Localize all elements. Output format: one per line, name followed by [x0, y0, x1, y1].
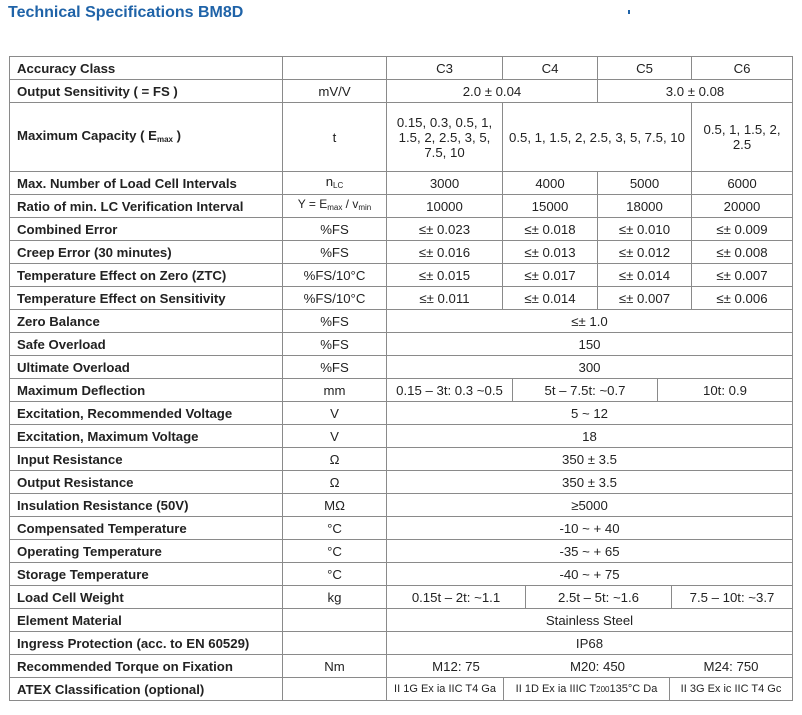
split-value-cell — [387, 586, 793, 609]
unit-cell: MΩ — [283, 494, 387, 517]
row-label: Input Resistance — [10, 448, 283, 471]
row-label: Temperature Effect on Sensitivity — [10, 287, 283, 310]
value-cell: Stainless Steel — [387, 609, 793, 632]
value-cell: ≤± 0.010 — [598, 218, 692, 241]
unit-cell: %FS/10°C — [283, 287, 387, 310]
value-cell: 6000 — [692, 172, 793, 195]
unit-cell: V — [283, 402, 387, 425]
unit-cell: mV/V — [283, 80, 387, 103]
table-row — [10, 563, 793, 586]
unit-cell: °C — [283, 517, 387, 540]
unit-cell: %FS — [283, 333, 387, 356]
value-cell: C3 — [387, 57, 503, 80]
value-cell: 5t – 7.5t: ~0.7 — [513, 379, 658, 401]
value-cell: 18000 — [598, 195, 692, 218]
value-cell: 0.15 – 3t: 0.3 ~0.5 — [387, 379, 513, 401]
value-cell: II 3G Ex ic IIC T4 Gc — [680, 682, 782, 695]
value-cell: C6 — [692, 57, 793, 80]
value-cell: 0.5, 1, 1.5, 2, 2.5, 3, 5, 7.5, 10 — [503, 103, 692, 172]
unit-cell: Nm — [283, 655, 387, 678]
value-cell: 3.0 ± 0.08 — [598, 80, 793, 103]
value-cell: ≤± 0.008 — [692, 241, 793, 264]
table-row — [10, 540, 793, 563]
table-row — [10, 57, 793, 80]
value-cell: 10000 — [387, 195, 503, 218]
unit-cell: mm — [283, 379, 387, 402]
table-row — [10, 402, 793, 425]
row-label: Compensated Temperature — [10, 517, 283, 540]
value-cell: ≤± 0.023 — [387, 218, 503, 241]
row-label: Ratio of min. LC Verification Interval — [10, 195, 283, 218]
row-label: Excitation, Maximum Voltage — [10, 425, 283, 448]
table-row — [10, 609, 793, 632]
value-cell: 3000 — [387, 172, 503, 195]
value-cell: ≤± 0.006 — [692, 287, 793, 310]
unit-cell: °C — [283, 563, 387, 586]
row-label: Insulation Resistance (50V) — [10, 494, 283, 517]
row-label: Accuracy Class — [10, 57, 283, 80]
value-cell: ≤± 0.012 — [598, 241, 692, 264]
unit-cell: Ω — [283, 448, 387, 471]
unit-cell — [283, 678, 387, 701]
split-value-cell — [387, 678, 793, 701]
row-label: Output Sensitivity ( = FS ) — [10, 80, 283, 103]
row-label: Temperature Effect on Zero (ZTC) — [10, 264, 283, 287]
value-cell: ≤± 0.011 — [387, 287, 503, 310]
unit-cell — [283, 632, 387, 655]
value-cell: 2.0 ± 0.04 — [387, 80, 598, 103]
value-cell: 0.15t – 2t: ~1.1 — [387, 586, 526, 608]
table-row — [10, 425, 793, 448]
table-row — [10, 494, 793, 517]
row-label: Ingress Protection (acc. to EN 60529) — [10, 632, 283, 655]
unit-cell: %FS/10°C — [283, 264, 387, 287]
table-row — [10, 632, 793, 655]
value-cell: ≤± 0.016 — [387, 241, 503, 264]
table-row — [10, 218, 793, 241]
value-cell: 4000 — [503, 172, 598, 195]
unit-cell: %FS — [283, 356, 387, 379]
title-artifact-mark — [628, 10, 630, 14]
table-row — [10, 287, 793, 310]
table-row — [10, 103, 793, 172]
row-label: Maximum Deflection — [10, 379, 283, 402]
row-label: Storage Temperature — [10, 563, 283, 586]
value-cell: ≤± 0.007 — [692, 264, 793, 287]
row-label: Zero Balance — [10, 310, 283, 333]
value-cell: IP68 — [387, 632, 793, 655]
row-label: Element Material — [10, 609, 283, 632]
value-cell: M20: 450 — [570, 658, 625, 674]
table-row — [10, 471, 793, 494]
table-row — [10, 80, 793, 103]
split-value-cell — [387, 379, 793, 402]
value-cell: -35 ~ + 65 — [387, 540, 793, 563]
value-cell: M12: 75 — [432, 658, 480, 674]
unit-cell: Ω — [283, 471, 387, 494]
value-cell: ≤± 0.015 — [387, 264, 503, 287]
unit-cell — [283, 609, 387, 632]
value-cell: ≤± 0.017 — [503, 264, 598, 287]
row-label: Load Cell Weight — [10, 586, 283, 609]
value-cell: ≤± 0.018 — [503, 218, 598, 241]
row-label: Maximum Capacity ( $E_{max}$ ) — [10, 103, 283, 172]
value-cell: 2.5t – 5t: ~1.6 — [526, 586, 672, 608]
table-row — [10, 264, 793, 287]
unit-cell: °C — [283, 540, 387, 563]
row-label: Creep Error (30 minutes) — [10, 241, 283, 264]
page-title: Technical Specifications BM8D — [8, 4, 244, 21]
value-cell: ≤± 0.014 — [503, 287, 598, 310]
row-label: Output Resistance — [10, 471, 283, 494]
value-cell: 350 ± 3.5 — [387, 471, 793, 494]
unit-cell: t — [283, 103, 387, 172]
value-cell: 350 ± 3.5 — [387, 448, 793, 471]
value-cell: ≤± 0.014 — [598, 264, 692, 287]
value-cell: 5000 — [598, 172, 692, 195]
value-cell: ≤± 0.013 — [503, 241, 598, 264]
value-cell: ≤± 0.009 — [692, 218, 793, 241]
table-row — [10, 333, 793, 356]
unit-cell: %FS — [283, 241, 387, 264]
row-label: Recommended Torque on Fixation — [10, 655, 283, 678]
value-cell: 300 — [387, 356, 793, 379]
row-label: Excitation, Recommended Voltage — [10, 402, 283, 425]
value-cell: ≤± 1.0 — [387, 310, 793, 333]
row-label: Combined Error — [10, 218, 283, 241]
table-row — [10, 195, 793, 218]
unit-cell: kg — [283, 586, 387, 609]
row-label: ATEX Classification (optional) — [10, 678, 283, 701]
table-row — [10, 448, 793, 471]
table-row — [10, 172, 793, 195]
value-cell: 15000 — [503, 195, 598, 218]
unit-cell: V — [283, 425, 387, 448]
value-cell: C4 — [503, 57, 598, 80]
value-cell: M24: 750 — [703, 658, 759, 674]
row-label: Safe Overload — [10, 333, 283, 356]
unit-cell — [283, 57, 387, 80]
row-label: Operating Temperature — [10, 540, 283, 563]
value-cell: 0.15, 0.3, 0.5, 1, 1.5, 2, 2.5, 3, 5, 7.5, 10 — [387, 103, 503, 172]
value-cell: 0.5, 1, 1.5, 2, 2.5 — [692, 103, 793, 172]
value-cell: ≤± 0.007 — [598, 287, 692, 310]
value-cell: 150 — [387, 333, 793, 356]
value-cell: II 1D Ex ia IIIC T 200 135°C Da — [504, 678, 670, 700]
table-row — [10, 655, 793, 678]
unit-cell: %FS — [283, 218, 387, 241]
table-row — [10, 356, 793, 379]
unit-cell: $n_{LC}$ — [283, 172, 387, 195]
table-row — [10, 379, 793, 402]
value-cell: -40 ~ + 75 — [387, 563, 793, 586]
value-cell: 7.5 – 10t: ~3.7 — [689, 589, 775, 605]
split-value-cell — [387, 655, 793, 678]
value-cell: 10t: 0.9 — [703, 382, 747, 398]
table-row — [10, 517, 793, 540]
table-row — [10, 310, 793, 333]
unit-cell: %FS — [283, 310, 387, 333]
row-label: Ultimate Overload — [10, 356, 283, 379]
unit-cell: $Y = E_{max} / v_{min}$ — [283, 195, 387, 218]
value-cell: -10 ~ + 40 — [387, 517, 793, 540]
value-cell: 18 — [387, 425, 793, 448]
table-row — [10, 586, 793, 609]
value-cell: 20000 — [692, 195, 793, 218]
table-row — [10, 241, 793, 264]
row-label: Max. Number of Load Cell Intervals — [10, 172, 283, 195]
specifications-table — [9, 56, 793, 701]
value-cell: C5 — [598, 57, 692, 80]
table-row — [10, 678, 793, 701]
value-cell: II 1G Ex ia IIC T4 Ga — [387, 678, 504, 700]
value-cell: 5 ~ 12 — [387, 402, 793, 425]
value-cell: ≥5000 — [387, 494, 793, 517]
